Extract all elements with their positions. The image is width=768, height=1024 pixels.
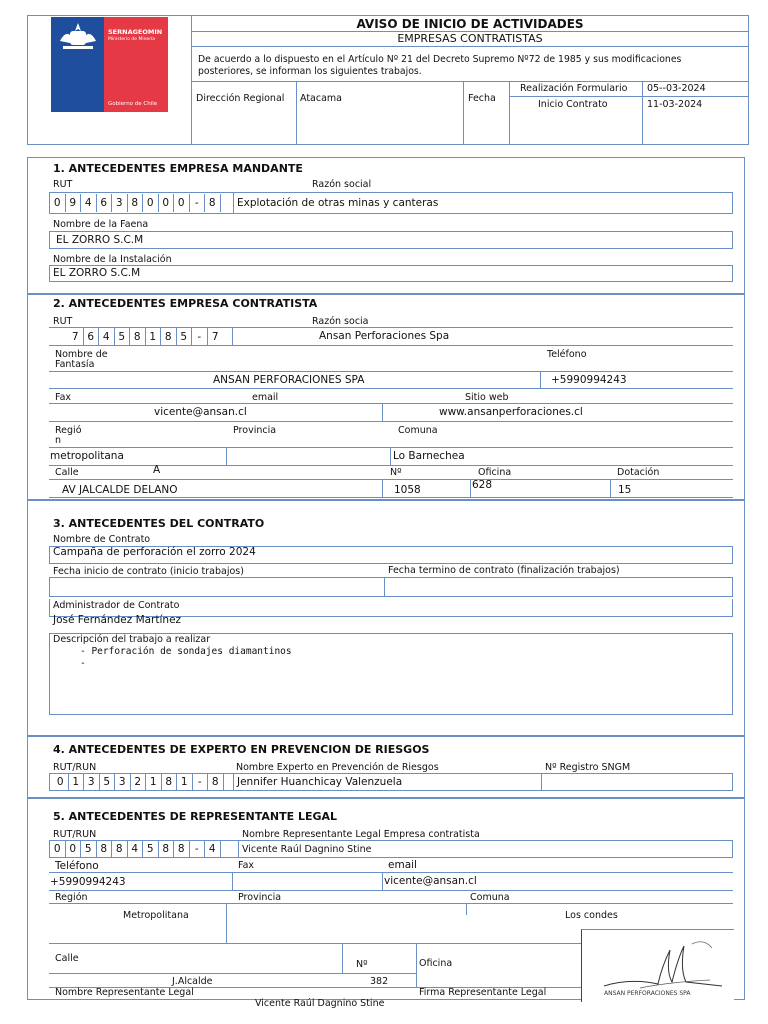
s5-telefono-value: +5990994243 bbox=[50, 876, 126, 888]
direccion-value: Atacama bbox=[300, 93, 342, 104]
s2-row1-bottom bbox=[49, 345, 733, 346]
logo-gov: Gobierno de Chile bbox=[108, 101, 158, 107]
s1-rut-digit: - bbox=[190, 194, 206, 212]
s2-row3-bottom bbox=[49, 421, 733, 422]
s3-fecha-inicio-label: Fecha inicio de contrato (inicio trabajos) bbox=[53, 566, 244, 577]
s2-email-label: email bbox=[252, 392, 279, 403]
s4-rut-digit: 3 bbox=[115, 773, 131, 791]
s2-telefono-label: Teléfono bbox=[547, 349, 587, 360]
s5-calle-divider bbox=[342, 943, 343, 973]
s5-rep-value: Vicente Raúl Dagnino Stine bbox=[255, 998, 385, 1009]
s4-rut-digit: 1 bbox=[69, 773, 85, 791]
form-subtitle: EMPRESAS CONTRATISTAS bbox=[397, 32, 543, 45]
s5-rut-digit: 0 bbox=[66, 840, 82, 858]
s4-rut-digit: 5 bbox=[100, 773, 116, 791]
s1-rut-digit: 8 bbox=[205, 194, 221, 212]
s2-razon-label: Razón socia bbox=[312, 316, 369, 327]
s4-rut-divider bbox=[233, 773, 234, 791]
s1-rut-digit: 0 bbox=[50, 194, 66, 212]
s5-email-label: email bbox=[388, 859, 417, 871]
s4-registro-label: Nº Registro SNGM bbox=[545, 762, 631, 773]
s2-web-value: www.ansanperforaciones.cl bbox=[439, 406, 583, 418]
s1-rut-digit: 9 bbox=[66, 194, 82, 212]
s1-rut-label: RUT bbox=[53, 179, 73, 190]
header-line-2 bbox=[191, 46, 749, 47]
realizacion-label: Realización Formulario bbox=[520, 83, 628, 94]
s2-calle-extra: A bbox=[153, 464, 161, 476]
s1-faena-label: Nombre de la Faena bbox=[53, 219, 149, 230]
s2-telefono-value: +5990994243 bbox=[551, 374, 627, 386]
s2-row5-bottom bbox=[49, 497, 733, 498]
s2-rut-digit: 8 bbox=[161, 328, 177, 346]
s2-rut-digit: 7 bbox=[211, 331, 219, 343]
s5-rut-digit: 8 bbox=[97, 840, 113, 858]
s5-rut-digit: - bbox=[190, 840, 206, 858]
s2-row4-bottom bbox=[49, 465, 733, 466]
s2-fax-label: Fax bbox=[55, 392, 72, 403]
fecha-label: Fecha bbox=[468, 93, 496, 104]
s2-region-label-1: Regió bbox=[55, 425, 82, 436]
s5-fax-label: Fax bbox=[238, 860, 255, 871]
s3-fecha-termino-field[interactable] bbox=[384, 577, 733, 597]
s2-razon-value: Ansan Perforaciones Spa bbox=[319, 330, 450, 342]
s4-nombre-label: Nombre Experto en Prevención de Riesgos bbox=[236, 762, 439, 773]
s3-fecha-termino-label: Fecha termino de contrato (finalización trabajos) bbox=[388, 565, 620, 576]
s5-rep-label: Nombre Representante Legal bbox=[55, 987, 194, 998]
s2-fantasia-label-2: Fantasía bbox=[55, 359, 95, 370]
s5-email-value: vicente@ansan.cl bbox=[384, 875, 477, 887]
s4-rut-digit: 8 bbox=[162, 773, 178, 791]
s5-nombre-label: Nombre Representante Legal Empresa contratista bbox=[242, 829, 480, 840]
signature-icon bbox=[600, 936, 730, 994]
s2-rut-divider bbox=[232, 327, 233, 345]
s5-region-label: Región bbox=[55, 892, 88, 903]
logo-ministry: Ministerio de Minería bbox=[108, 37, 156, 42]
inicio-value: 11-03-2024 bbox=[647, 99, 703, 110]
header-vline-b bbox=[463, 81, 464, 145]
s2-calle-value: AV JALCALDE DELANO bbox=[62, 484, 178, 496]
s2-row3-top bbox=[49, 403, 733, 404]
s5-rut-divider bbox=[238, 840, 239, 858]
s5-calle-label: Calle bbox=[55, 953, 79, 964]
s5-rut-digit: 5 bbox=[81, 840, 97, 858]
header-line-3 bbox=[191, 81, 749, 82]
s2-tel-divider bbox=[540, 371, 541, 388]
s3-desc-line-1: - Perforación de sondajes diamantinos bbox=[80, 646, 292, 657]
s2-numero-divider bbox=[470, 479, 471, 497]
s2-region-value: metropolitana bbox=[50, 450, 124, 462]
s5-oficina-label: Oficina bbox=[419, 958, 453, 969]
s3-admin-label: Administrador de Contrato bbox=[53, 600, 180, 611]
s2-web-label: Sitio web bbox=[465, 392, 509, 403]
s4-rut-digit: 3 bbox=[84, 773, 100, 791]
s1-instalacion-value: EL ZORRO S.C.M bbox=[53, 267, 141, 279]
s1-razon-value: Explotación de otras minas y canteras bbox=[237, 197, 439, 209]
s4-rut-label: RUT/RUN bbox=[53, 762, 97, 773]
s5-row4-mid bbox=[49, 973, 416, 974]
s5-row2-top bbox=[49, 872, 733, 873]
s2-rut-digit: - bbox=[192, 328, 208, 346]
s4-rut-digits bbox=[53, 773, 224, 791]
intro-line-2: posteriores, se informan los siguientes trabajos. bbox=[198, 66, 422, 77]
s2-rut-digit: 7 bbox=[68, 328, 84, 346]
s5-calle-value: J.Alcalde bbox=[172, 976, 213, 987]
s2-numero-label: Nº bbox=[390, 467, 402, 478]
s2-provincia-divider bbox=[390, 447, 391, 465]
s2-rut-digit: 5 bbox=[177, 328, 193, 346]
s2-fantasia-value: ANSAN PERFORACIONES SPA bbox=[213, 374, 365, 386]
s2-provincia-label: Provincia bbox=[233, 425, 277, 436]
s5-fax-divider bbox=[382, 872, 383, 890]
s2-row2-bottom bbox=[49, 388, 733, 389]
s3-desc-label: Descripción del trabajo a realizar bbox=[53, 634, 211, 645]
s1-faena-field[interactable] bbox=[49, 231, 733, 249]
s5-rut-digit: 4 bbox=[205, 840, 221, 858]
s3-desc-line-2: - bbox=[80, 658, 86, 669]
s5-rut-digits bbox=[50, 840, 221, 858]
header-line-4 bbox=[509, 96, 749, 97]
s1-rut-digit: 8 bbox=[128, 194, 144, 212]
section-3-title: 3. ANTECEDENTES DEL CONTRATO bbox=[53, 517, 265, 530]
s1-rut-digit: 0 bbox=[143, 194, 159, 212]
s5-rut-digit: 8 bbox=[112, 840, 128, 858]
s5-nombre-value: Vicente Raúl Dagnino Stine bbox=[242, 844, 372, 855]
s5-numero-label: Nº bbox=[356, 959, 368, 970]
s1-instalacion-field[interactable] bbox=[49, 265, 733, 282]
s2-fantasia-label-1: Nombre de bbox=[55, 349, 108, 360]
section-5-title: 5. ANTECEDENTES DE REPRESENTANTE LEGAL bbox=[53, 810, 338, 823]
s2-row5-top bbox=[49, 479, 733, 480]
s2-region-divider bbox=[226, 447, 227, 465]
s2-oficina-value: 628 bbox=[472, 479, 493, 491]
header-vline-c bbox=[509, 81, 510, 145]
s5-tel-divider bbox=[232, 872, 233, 890]
s2-email-divider bbox=[382, 403, 383, 421]
s4-rut-digit: - bbox=[193, 773, 209, 791]
header-vline-d bbox=[642, 81, 643, 145]
s5-telefono-label: Teléfono bbox=[55, 860, 99, 872]
s1-rut-digit: 6 bbox=[97, 194, 113, 212]
logo-agency: SERNAGEOMIN bbox=[108, 28, 163, 36]
s2-rut-digit: 8 bbox=[130, 328, 146, 346]
header-vline-a bbox=[296, 81, 297, 145]
s4-rut-digit: 8 bbox=[208, 773, 224, 791]
s1-rut-digits bbox=[50, 194, 221, 212]
s5-provincia-label: Provincia bbox=[238, 892, 282, 903]
s2-calle-label: Calle bbox=[55, 467, 79, 478]
s2-email-value: vicente@ansan.cl bbox=[154, 406, 247, 418]
s2-rut-digit: 4 bbox=[99, 328, 115, 346]
realizacion-value: 05--03-2024 bbox=[647, 83, 706, 94]
stamp-text: ANSAN PERFORACIONES SPA bbox=[604, 990, 691, 997]
s1-rut-digit: 0 bbox=[159, 194, 175, 212]
s5-rut-digit: 5 bbox=[143, 840, 159, 858]
s3-admin-value: José Fernández Martínez bbox=[53, 614, 182, 626]
s2-comuna-label: Comuna bbox=[398, 425, 438, 436]
s5-firma-label: Firma Representante Legal bbox=[419, 987, 547, 998]
s3-nombre-value: Campaña de perforación el zorro 2024 bbox=[53, 546, 256, 558]
s2-rut-digit: 5 bbox=[115, 328, 131, 346]
s2-rut-label: RUT bbox=[53, 316, 73, 327]
s2-dotacion-label: Dotación bbox=[617, 467, 660, 478]
s5-comuna-value: Los condes bbox=[565, 910, 618, 921]
s1-instalacion-label: Nombre de la Instalación bbox=[53, 254, 172, 265]
section-1-title: 1. ANTECEDENTES EMPRESA MANDANTE bbox=[53, 162, 303, 175]
s2-row4-top bbox=[49, 447, 733, 448]
s5-rut-digit: 8 bbox=[159, 840, 175, 858]
s2-rut-digit: 1 bbox=[146, 328, 162, 346]
s2-row2-top bbox=[49, 371, 733, 372]
s5-region-value: Metropolitana bbox=[123, 910, 189, 921]
direccion-label: Dirección Regional bbox=[196, 93, 285, 104]
s5-region-divider bbox=[226, 903, 227, 943]
s1-rut-digit: 4 bbox=[81, 194, 97, 212]
s2-oficina-label: Oficina bbox=[478, 467, 512, 478]
s2-oficina-divider bbox=[610, 479, 611, 497]
s4-nombre-divider bbox=[541, 773, 542, 791]
inicio-label: Inicio Contrato bbox=[538, 99, 608, 110]
s3-fecha-inicio-field[interactable] bbox=[49, 577, 385, 597]
s4-rut-digit: 2 bbox=[131, 773, 147, 791]
s1-razon-label: Razón social bbox=[312, 179, 372, 190]
form-title: AVISO DE INICIO DE ACTIVIDADES bbox=[356, 17, 584, 31]
s5-row3-bottom bbox=[49, 943, 581, 944]
s5-row3-mid bbox=[49, 903, 733, 904]
s2-region-label-2: n bbox=[55, 435, 62, 446]
s2-rut-digits bbox=[68, 328, 223, 346]
s3-nombre-label: Nombre de Contrato bbox=[53, 534, 151, 545]
s4-rut-digit: 1 bbox=[146, 773, 162, 791]
s4-rut-digit: 1 bbox=[177, 773, 193, 791]
s5-row2-bottom bbox=[49, 890, 733, 891]
s2-numero-value: 1058 bbox=[394, 484, 421, 496]
s2-dotacion-value: 15 bbox=[618, 484, 632, 496]
s1-rut-digit: 3 bbox=[112, 194, 128, 212]
gov-logo bbox=[51, 17, 168, 112]
s5-rut-digit: 0 bbox=[50, 840, 66, 858]
s5-provincia-divider bbox=[466, 903, 467, 915]
s5-comuna-label: Comuna bbox=[470, 892, 510, 903]
s5-numero-divider bbox=[416, 943, 417, 987]
s1-faena-value: EL ZORRO S.C.M bbox=[56, 234, 144, 246]
signature-box bbox=[581, 929, 734, 1002]
coat-of-arms-icon bbox=[57, 19, 99, 51]
section-4-title: 4. ANTECEDENTES DE EXPERTO EN PREVENCION DE RIESGOS bbox=[53, 743, 430, 756]
s5-numero-value: 382 bbox=[370, 976, 389, 987]
intro-line-1: De acuerdo a lo dispuesto en el Artículo Nº 21 del Decreto Supremo Nº72 de 1985 y sus modificaciones bbox=[198, 54, 682, 65]
s2-rut-digit: 6 bbox=[84, 328, 100, 346]
s5-rut-label: RUT/RUN bbox=[53, 829, 97, 840]
s1-rut-digit: 0 bbox=[174, 194, 190, 212]
s5-rut-digit: 8 bbox=[174, 840, 190, 858]
s2-comuna-value: Lo Barnechea bbox=[393, 450, 465, 462]
s1-rut-divider bbox=[233, 192, 234, 214]
s4-nombre-value: Jennifer Huanchicay Valenzuela bbox=[237, 776, 403, 788]
section-2-title: 2. ANTECEDENTES EMPRESA CONTRATISTA bbox=[53, 297, 318, 310]
s4-rut-digit: 0 bbox=[53, 773, 69, 791]
s2-calle-divider bbox=[382, 479, 383, 497]
s5-rut-digit: 4 bbox=[128, 840, 144, 858]
